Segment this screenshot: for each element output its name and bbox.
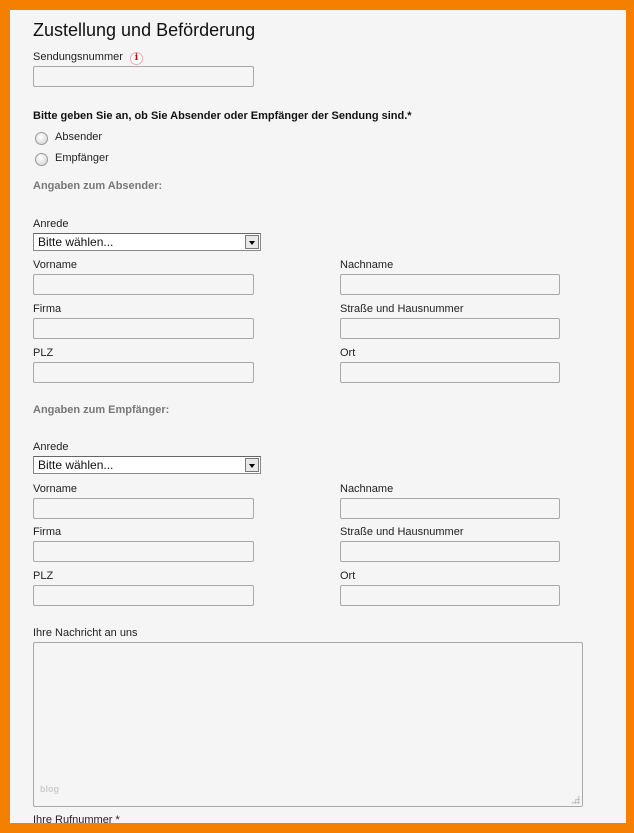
- message-label: Ihre Nachricht an uns: [33, 627, 138, 639]
- tracking-label: Sendungsnummer: [33, 51, 123, 63]
- sender-company-input[interactable]: [33, 318, 254, 339]
- recipient-last-name-input[interactable]: [340, 498, 560, 519]
- sender-company-label: Firma: [33, 303, 62, 315]
- sender-last-name-label: Nachname: [340, 259, 394, 271]
- recipient-salutation-select[interactable]: [33, 456, 261, 474]
- info-icon[interactable]: i: [130, 52, 143, 65]
- message-textarea[interactable]: [33, 642, 583, 807]
- sender-street-label: Straße und Hausnummer: [340, 303, 464, 315]
- tracking-number-input[interactable]: [33, 66, 254, 87]
- sender-last-name-input[interactable]: [340, 274, 560, 295]
- sender-first-name-input[interactable]: [33, 274, 254, 295]
- sender-zip-input[interactable]: [33, 362, 254, 383]
- chevron-down-icon[interactable]: [245, 235, 259, 249]
- radio-recipient-label: Empfänger: [55, 152, 109, 164]
- phone-label: Ihre Rufnummer *: [33, 814, 120, 823]
- radio-recipient[interactable]: [35, 153, 48, 166]
- recipient-company-label: Firma: [33, 526, 62, 538]
- sender-street-input[interactable]: [340, 318, 560, 339]
- sender-salutation-select[interactable]: [33, 233, 261, 251]
- role-question: Bitte geben Sie an, ob Sie Absender oder Empfänger der Sendung sind.*: [33, 110, 412, 122]
- recipient-city-input[interactable]: [340, 585, 560, 606]
- recipient-last-name-label: Nachname: [340, 483, 394, 495]
- recipient-street-label: Straße und Hausnummer: [340, 526, 464, 538]
- recipient-zip-input[interactable]: [33, 585, 254, 606]
- radio-sender[interactable]: [35, 132, 48, 145]
- sender-first-name-label: Vorname: [33, 259, 78, 271]
- resize-handle-icon[interactable]: [571, 795, 580, 804]
- recipient-company-input[interactable]: [33, 541, 254, 562]
- sender-salutation-value: Bitte wählen...: [38, 235, 114, 249]
- radio-sender-label: Absender: [55, 131, 103, 143]
- sender-heading: Angaben zum Absender:: [33, 180, 163, 192]
- recipient-zip-label: PLZ: [33, 570, 54, 582]
- watermark: blog: [40, 784, 59, 794]
- recipient-salutation-value: Bitte wählen...: [38, 458, 114, 472]
- recipient-salutation-label: Anrede: [33, 441, 69, 453]
- sender-city-input[interactable]: [340, 362, 560, 383]
- recipient-street-input[interactable]: [340, 541, 560, 562]
- sender-zip-label: PLZ: [33, 347, 54, 359]
- chevron-down-icon[interactable]: [245, 458, 259, 472]
- sender-city-label: Ort: [340, 347, 356, 359]
- recipient-first-name-input[interactable]: [33, 498, 254, 519]
- recipient-city-label: Ort: [340, 570, 356, 582]
- page-title: Zustellung und Beförderung: [33, 20, 256, 40]
- form-panel: [10, 10, 626, 823]
- recipient-heading: Angaben zum Empfänger:: [33, 404, 170, 416]
- recipient-first-name-label: Vorname: [33, 483, 78, 495]
- sender-salutation-label: Anrede: [33, 218, 69, 230]
